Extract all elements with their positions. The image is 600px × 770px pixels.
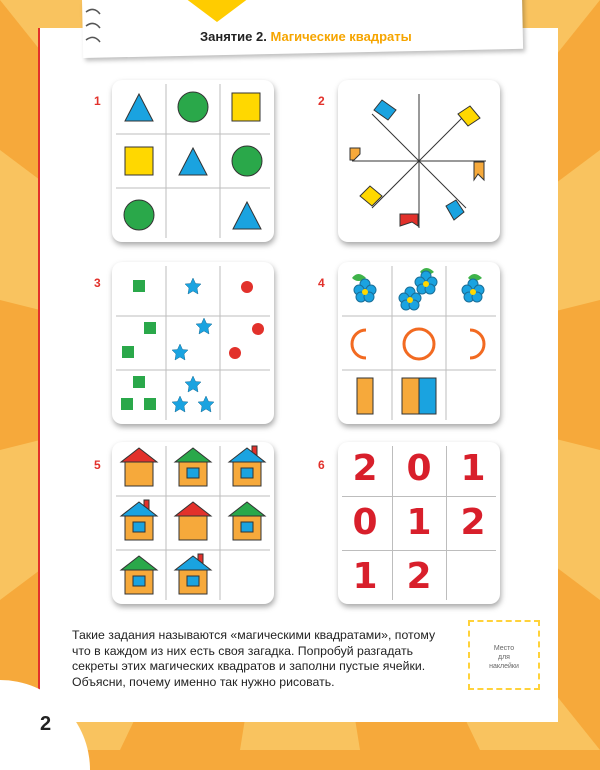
house-shape — [121, 448, 157, 486]
header-corner — [185, 0, 249, 22]
dot-shape — [252, 323, 264, 335]
digit-cell: 2 — [406, 556, 432, 597]
puzzle-3-grid — [112, 262, 274, 424]
flag-shape — [474, 162, 484, 180]
dot-shape — [229, 347, 241, 359]
puzzle-4-grid — [338, 262, 500, 424]
square-shape — [125, 147, 153, 175]
sticker-placeholder — [468, 620, 540, 690]
square-shape — [133, 376, 145, 388]
rectangle-shape — [402, 378, 419, 414]
puzzle-2-star — [338, 80, 500, 242]
puzzle-5-grid — [112, 442, 274, 604]
digit-cell: 1 — [352, 556, 378, 597]
house-shape — [175, 448, 211, 486]
digit-cell: 2 — [460, 502, 486, 543]
page-number: 2 — [40, 713, 52, 735]
flag-shape — [374, 100, 396, 120]
sticker-line: Место — [493, 645, 515, 652]
flower-shape — [462, 274, 484, 302]
star-shape — [172, 396, 188, 412]
triangle-shape — [233, 202, 261, 229]
digit-cell: 0 — [406, 448, 432, 489]
square-shape — [144, 322, 156, 334]
sticker-line: наклейки — [489, 663, 519, 670]
circle-shape — [124, 200, 154, 230]
arc-shape — [470, 330, 484, 358]
house-shape — [229, 502, 265, 540]
house-shape — [175, 554, 211, 594]
square-shape — [122, 346, 134, 358]
square-shape — [232, 93, 260, 121]
puzzle-number: 5 — [94, 458, 101, 472]
puzzle-1-grid — [112, 80, 274, 242]
circle-shape — [232, 146, 262, 176]
digit-cell: 2 — [352, 448, 378, 489]
flag-shape — [400, 214, 418, 226]
triangle-shape — [179, 148, 207, 175]
star-shape — [172, 344, 188, 360]
puzzle-number: 4 — [318, 276, 325, 290]
digit-cell: 0 — [352, 502, 378, 543]
digit-cell: 1 — [460, 448, 486, 489]
star-shape — [198, 396, 214, 412]
lesson-title — [200, 29, 412, 44]
rectangle-shape — [357, 378, 373, 414]
star-shape — [185, 376, 201, 392]
puzzle-number: 1 — [94, 94, 101, 108]
lesson-topic: Магические квадраты — [270, 29, 412, 44]
triangle-shape — [125, 94, 153, 121]
square-shape — [121, 398, 133, 410]
square-shape — [133, 280, 145, 292]
flower-shape — [352, 274, 376, 302]
star-shape — [185, 278, 201, 294]
binder-rings — [82, 4, 106, 56]
task-description: Такие задания называются «магическими квадратами», потому что в каждом из них есть своя загадка. Попробуй разгадать секреты этих магических квадратов и заполни пустые ячейки. Объясни, почему именно так нужно рисовать. — [72, 628, 436, 689]
arc-shape — [352, 330, 366, 358]
lesson-label: Занятие 2. — [200, 29, 267, 44]
puzzle-6-grid — [338, 442, 500, 604]
ring-shape — [404, 329, 434, 359]
rectangle-shape — [419, 378, 436, 414]
house-shape — [121, 556, 157, 594]
circle-shape — [178, 92, 208, 122]
flag-shape — [458, 106, 480, 126]
sticker-line: для — [498, 654, 510, 661]
dot-shape — [241, 281, 253, 293]
house-shape — [229, 446, 265, 486]
puzzle-number: 6 — [318, 458, 325, 472]
house-shape — [121, 500, 157, 540]
star-shape — [196, 318, 212, 334]
flag-shape — [360, 186, 382, 206]
digit-cell: 1 — [406, 502, 432, 543]
house-shape — [175, 502, 211, 540]
flag-shape — [350, 148, 360, 160]
puzzle-number: 3 — [94, 276, 101, 290]
square-shape — [144, 398, 156, 410]
flower-shape — [399, 268, 437, 310]
puzzle-number: 2 — [318, 94, 325, 108]
